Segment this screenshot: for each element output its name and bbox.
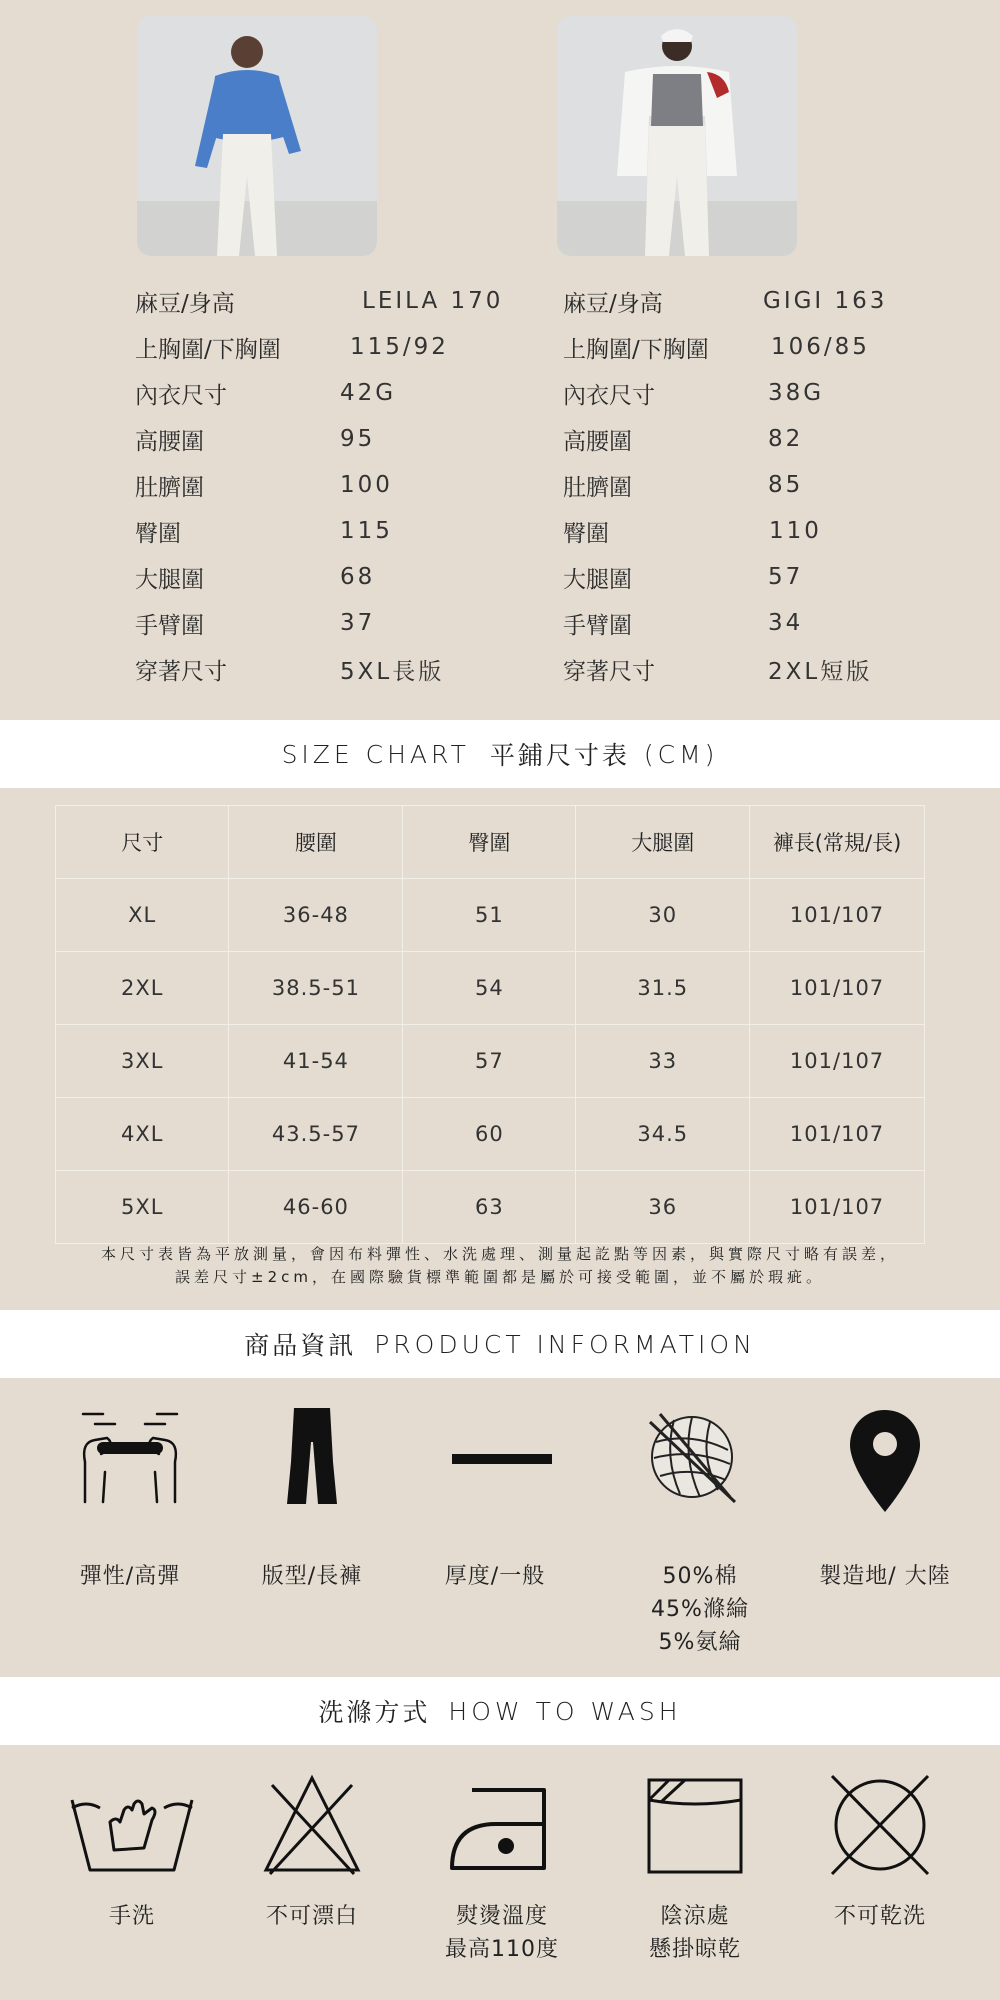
header-waist: 腰圍 [229, 806, 403, 879]
size-chart-title-latin: SIZE CHART [281, 739, 470, 769]
measurement-label: 大腿圍 [135, 566, 204, 593]
table-row [56, 1171, 925, 1244]
measurement-value: 57 [768, 564, 804, 590]
product-info-header [0, 1310, 1000, 1378]
product-item-fit [222, 1402, 402, 1512]
size-chart-disclaimer [0, 1243, 1000, 1289]
table-cell: 101/107 [750, 1098, 925, 1171]
size-chart-table [55, 805, 925, 1244]
model-row [135, 646, 503, 692]
wash-item-line-dry [605, 1770, 785, 1880]
measurement-value: 110 [769, 518, 822, 544]
size-chart-title-unit: (CM) [643, 739, 719, 769]
size-chart-header [0, 720, 1000, 788]
model-row [563, 554, 887, 600]
table-cell: 38.5-51 [229, 952, 403, 1025]
table-cell: 54 [403, 952, 576, 1025]
measurement-value: 5XL長版 [340, 658, 445, 685]
measurement-value: GIGI 163 [763, 288, 888, 314]
thickness-line-icon [437, 1402, 567, 1512]
measurement-label: 麻豆/身高 [135, 290, 235, 317]
model-row [563, 600, 887, 646]
product-label [40, 1560, 220, 1593]
model-row [563, 416, 887, 462]
table-cell: 33 [576, 1025, 750, 1098]
label-line: 5%氨綸 [658, 1630, 742, 1655]
product-info-title-latin: PRODUCT INFORMATION [374, 1329, 756, 1359]
table-row [56, 952, 925, 1025]
label-line: 50%棉 [662, 1564, 738, 1589]
table-cell: XL [56, 879, 229, 952]
measurement-value: 38G [768, 380, 825, 406]
measurement-label: 肚臍圍 [135, 474, 204, 501]
measurement-value: 115/92 [350, 334, 449, 360]
model-measurements-leila [135, 278, 503, 692]
measurement-label: 穿著尺寸 [135, 658, 227, 685]
measurement-label: 穿著尺寸 [563, 658, 655, 685]
wash-item-no-dry [790, 1770, 970, 1880]
table-cell: 43.5-57 [229, 1098, 403, 1171]
disclaimer-line: 誤差尺寸±2cm，在國際驗貨標準範圍都是屬於可接受範圍，並不屬於瑕疵。 [175, 1268, 825, 1286]
table-cell: 5XL [56, 1171, 229, 1244]
table-cell: 101/107 [750, 879, 925, 952]
product-label [610, 1560, 790, 1659]
product-item-thickness [412, 1402, 592, 1512]
table-cell: 4XL [56, 1098, 229, 1171]
model-row [135, 462, 503, 508]
measurement-label: 高腰圍 [563, 428, 632, 455]
wash-label [412, 1900, 592, 1966]
hand-wash-icon [62, 1770, 202, 1880]
wash-item-iron [412, 1770, 592, 1880]
wash-header [0, 1677, 1000, 1745]
measurement-value: 42G [340, 380, 397, 406]
product-label [795, 1560, 975, 1593]
model-row [563, 324, 887, 370]
table-header-row [56, 806, 925, 879]
table-cell: 101/107 [750, 1171, 925, 1244]
disclaimer-line: 本尺寸表皆為平放測量，會因布料彈性、水洗處理、測量起訖點等因素，與實際尺寸略有誤差， [100, 1245, 899, 1263]
size-chart-title-cjk: 平鋪尺寸表 [489, 741, 630, 770]
table-cell: 31.5 [576, 952, 750, 1025]
model-row [135, 508, 503, 554]
measurement-label: 臀圍 [563, 520, 609, 547]
measurement-label: 大腿圍 [563, 566, 632, 593]
yarn-ball-icon [630, 1402, 760, 1512]
header-hip: 臀圍 [403, 806, 576, 879]
model-row [135, 416, 503, 462]
measurement-value: 85 [768, 472, 804, 498]
model-row [135, 370, 503, 416]
wash-label [605, 1900, 785, 1966]
table-row [56, 1025, 925, 1098]
model-row [563, 462, 887, 508]
iron-icon [432, 1770, 572, 1880]
line-dry-shade-icon [625, 1770, 765, 1880]
measurement-value: 37 [340, 610, 376, 636]
product-item-material [605, 1402, 785, 1512]
label-line: 45%滌綸 [651, 1597, 749, 1622]
measurement-label: 手臂圍 [135, 612, 204, 639]
table-cell: 34.5 [576, 1098, 750, 1171]
measurement-value: 34 [768, 610, 804, 636]
table-cell: 46-60 [229, 1171, 403, 1244]
table-cell: 101/107 [750, 952, 925, 1025]
model-row [135, 554, 503, 600]
measurement-value: 95 [340, 426, 376, 452]
label-line: 不可漂白 [265, 1904, 358, 1929]
wash-label [42, 1900, 222, 1933]
header-thigh: 大腿圍 [576, 806, 750, 879]
label-line: 陰涼處 [660, 1904, 730, 1929]
wash-item-hand-wash [42, 1770, 222, 1880]
table-cell: 36-48 [229, 879, 403, 952]
model-row [135, 324, 503, 370]
model-row [563, 646, 887, 692]
wash-title-latin: HOW TO WASH [448, 1696, 682, 1726]
label-line: 手洗 [108, 1904, 155, 1929]
wash-title-cjk: 洗滌方式 [318, 1698, 431, 1727]
table-row [56, 879, 925, 952]
measurement-label: 高腰圍 [135, 428, 204, 455]
measurement-label: 內衣尺寸 [135, 382, 227, 409]
measurement-label: 肚臍圍 [563, 474, 632, 501]
pants-icon [247, 1402, 377, 1512]
model-row [563, 370, 887, 416]
label-line: 熨燙溫度 [455, 1904, 548, 1929]
product-label [405, 1560, 585, 1593]
no-tumble-dry-icon [810, 1770, 950, 1880]
measurement-label: 上胸圍/下胸圍 [135, 336, 281, 363]
measurement-value: 82 [768, 426, 804, 452]
measurement-value: 68 [340, 564, 376, 590]
measurement-value: 115 [340, 518, 393, 544]
product-item-stretch [40, 1402, 220, 1512]
table-cell: 36 [576, 1171, 750, 1244]
measurement-value: 2XL短版 [768, 658, 873, 685]
table-row [56, 1098, 925, 1171]
label-line: 製造地/ 大陸 [819, 1564, 951, 1589]
header-length: 褲長(常規/長) [750, 806, 925, 879]
measurement-label: 麻豆/身高 [563, 290, 663, 317]
measurement-value: 100 [340, 472, 393, 498]
table-cell: 63 [403, 1171, 576, 1244]
label-line: 彈性/高彈 [79, 1564, 181, 1589]
table-cell: 2XL [56, 952, 229, 1025]
label-line: 懸掛晾乾 [648, 1937, 741, 1962]
measurement-label: 臀圍 [135, 520, 181, 547]
wash-label [790, 1900, 970, 1933]
label-line: 版型/長褲 [261, 1564, 363, 1589]
model-row [563, 278, 887, 324]
measurement-value: LEILA 170 [362, 288, 504, 314]
product-label [222, 1560, 402, 1593]
model-row [563, 508, 887, 554]
measurement-label: 內衣尺寸 [563, 382, 655, 409]
measurement-label: 手臂圍 [563, 612, 632, 639]
wash-label [222, 1900, 402, 1933]
label-line: 不可乾洗 [833, 1904, 926, 1929]
stretch-icon [65, 1402, 195, 1512]
table-cell: 30 [576, 879, 750, 952]
measurement-label: 上胸圍/下胸圍 [563, 336, 709, 363]
model-row [135, 600, 503, 646]
model-row [135, 278, 503, 324]
table-cell: 41-54 [229, 1025, 403, 1098]
product-info-title-cjk: 商品資訊 [244, 1331, 357, 1360]
label-line: 最高110度 [445, 1937, 559, 1962]
table-cell: 51 [403, 879, 576, 952]
label-line: 厚度/一般 [444, 1564, 546, 1589]
location-pin-icon [820, 1402, 950, 1517]
table-cell: 57 [403, 1025, 576, 1098]
model-photo-gigi [557, 16, 797, 256]
wash-item-no-bleach [222, 1770, 402, 1880]
measurement-value: 106/85 [771, 334, 870, 360]
table-cell: 60 [403, 1098, 576, 1171]
model-measurements-gigi [563, 278, 887, 692]
table-cell: 101/107 [750, 1025, 925, 1098]
no-bleach-icon [242, 1770, 382, 1880]
product-item-origin [795, 1402, 975, 1517]
table-cell: 3XL [56, 1025, 229, 1098]
model-photo-leila [137, 16, 377, 256]
header-size: 尺寸 [56, 806, 229, 879]
